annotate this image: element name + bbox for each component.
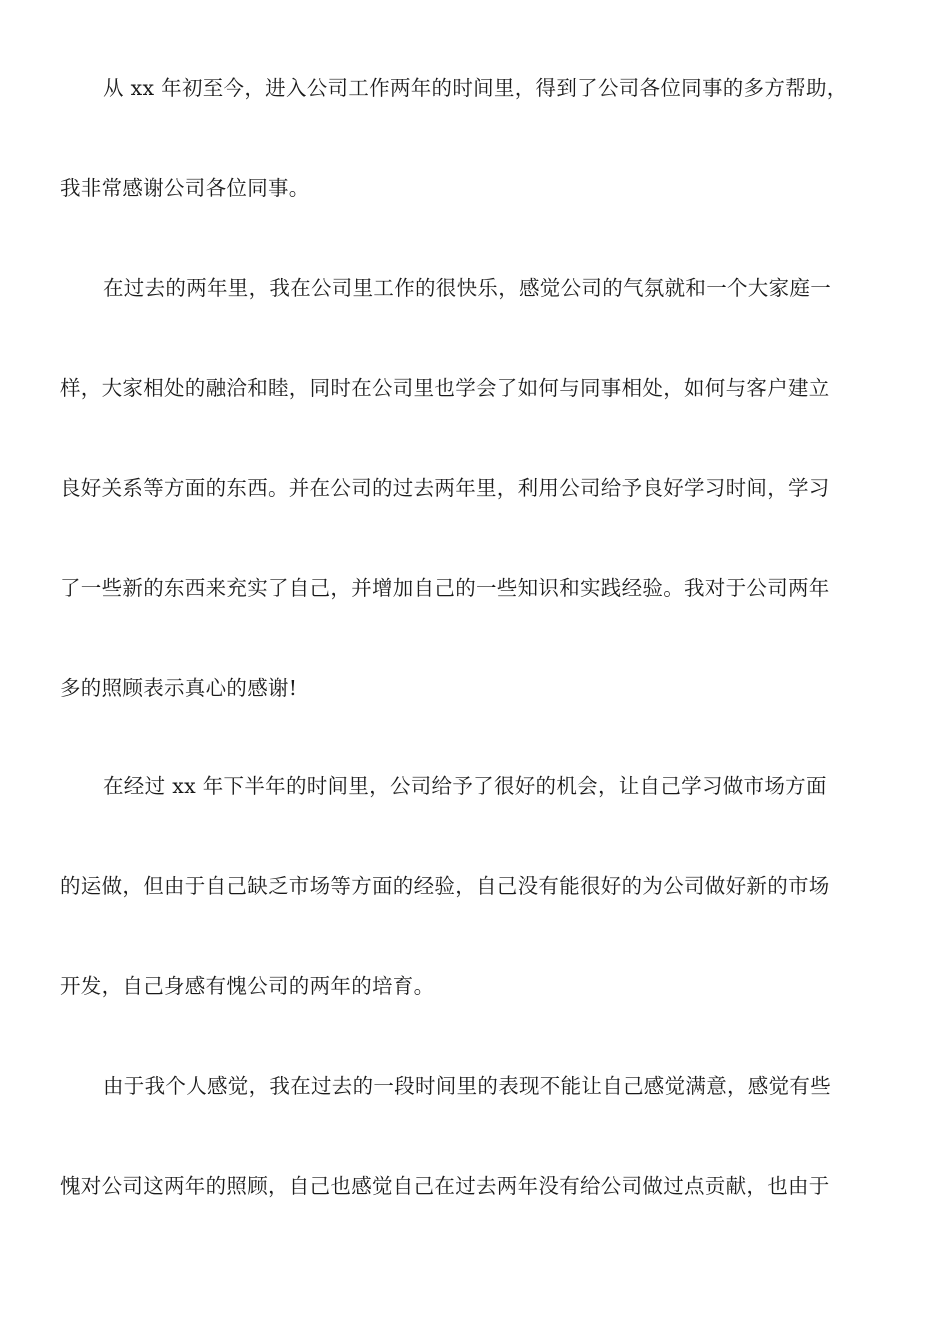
paragraph-2-line-1: 在过去的两年里，我在公司里工作的很快乐，感觉公司的气氛就和一个大家庭一 xyxy=(103,276,831,300)
paragraph-1-line-1: 从 xx 年初至今，进入公司工作两年的时间里，得到了公司各位同事的多方帮助， xyxy=(103,76,848,100)
paragraph-3-line-3: 开发，自己身感有愧公司的两年的培育。 xyxy=(60,974,435,998)
paragraph-2-line-4: 了一些新的东西来充实了自己，并增加自己的一些知识和实践经验。我对于公司两年 xyxy=(60,576,830,600)
paragraph-2-line-5: 多的照顾表示真心的感谢! xyxy=(60,676,298,700)
paragraph-1-line-2: 我非常感谢公司各位同事。 xyxy=(60,176,310,200)
paragraph-2-line-3: 良好关系等方面的东西。并在公司的过去两年里，利用公司给予良好学习时间，学习 xyxy=(60,476,830,500)
paragraph-2-line-2: 样，大家相处的融洽和睦，同时在公司里也学会了如何与同事相处，如何与客户建立 xyxy=(60,376,830,400)
paragraph-4-line-1: 由于我个人感觉，我在过去的一段时间里的表现不能让自己感觉满意，感觉有些 xyxy=(103,1074,831,1098)
paragraph-4-line-2: 愧对公司这两年的照顾，自己也感觉自己在过去两年没有给公司做过点贡献，也由于 xyxy=(60,1174,830,1198)
paragraph-3-line-1: 在经过 xx 年下半年的时间里，公司给予了很好的机会，让自己学习做市场方面 xyxy=(103,774,827,798)
paragraph-3-line-2: 的运做，但由于自己缺乏市场等方面的经验，自己没有能很好的为公司做好新的市场 xyxy=(60,874,830,898)
